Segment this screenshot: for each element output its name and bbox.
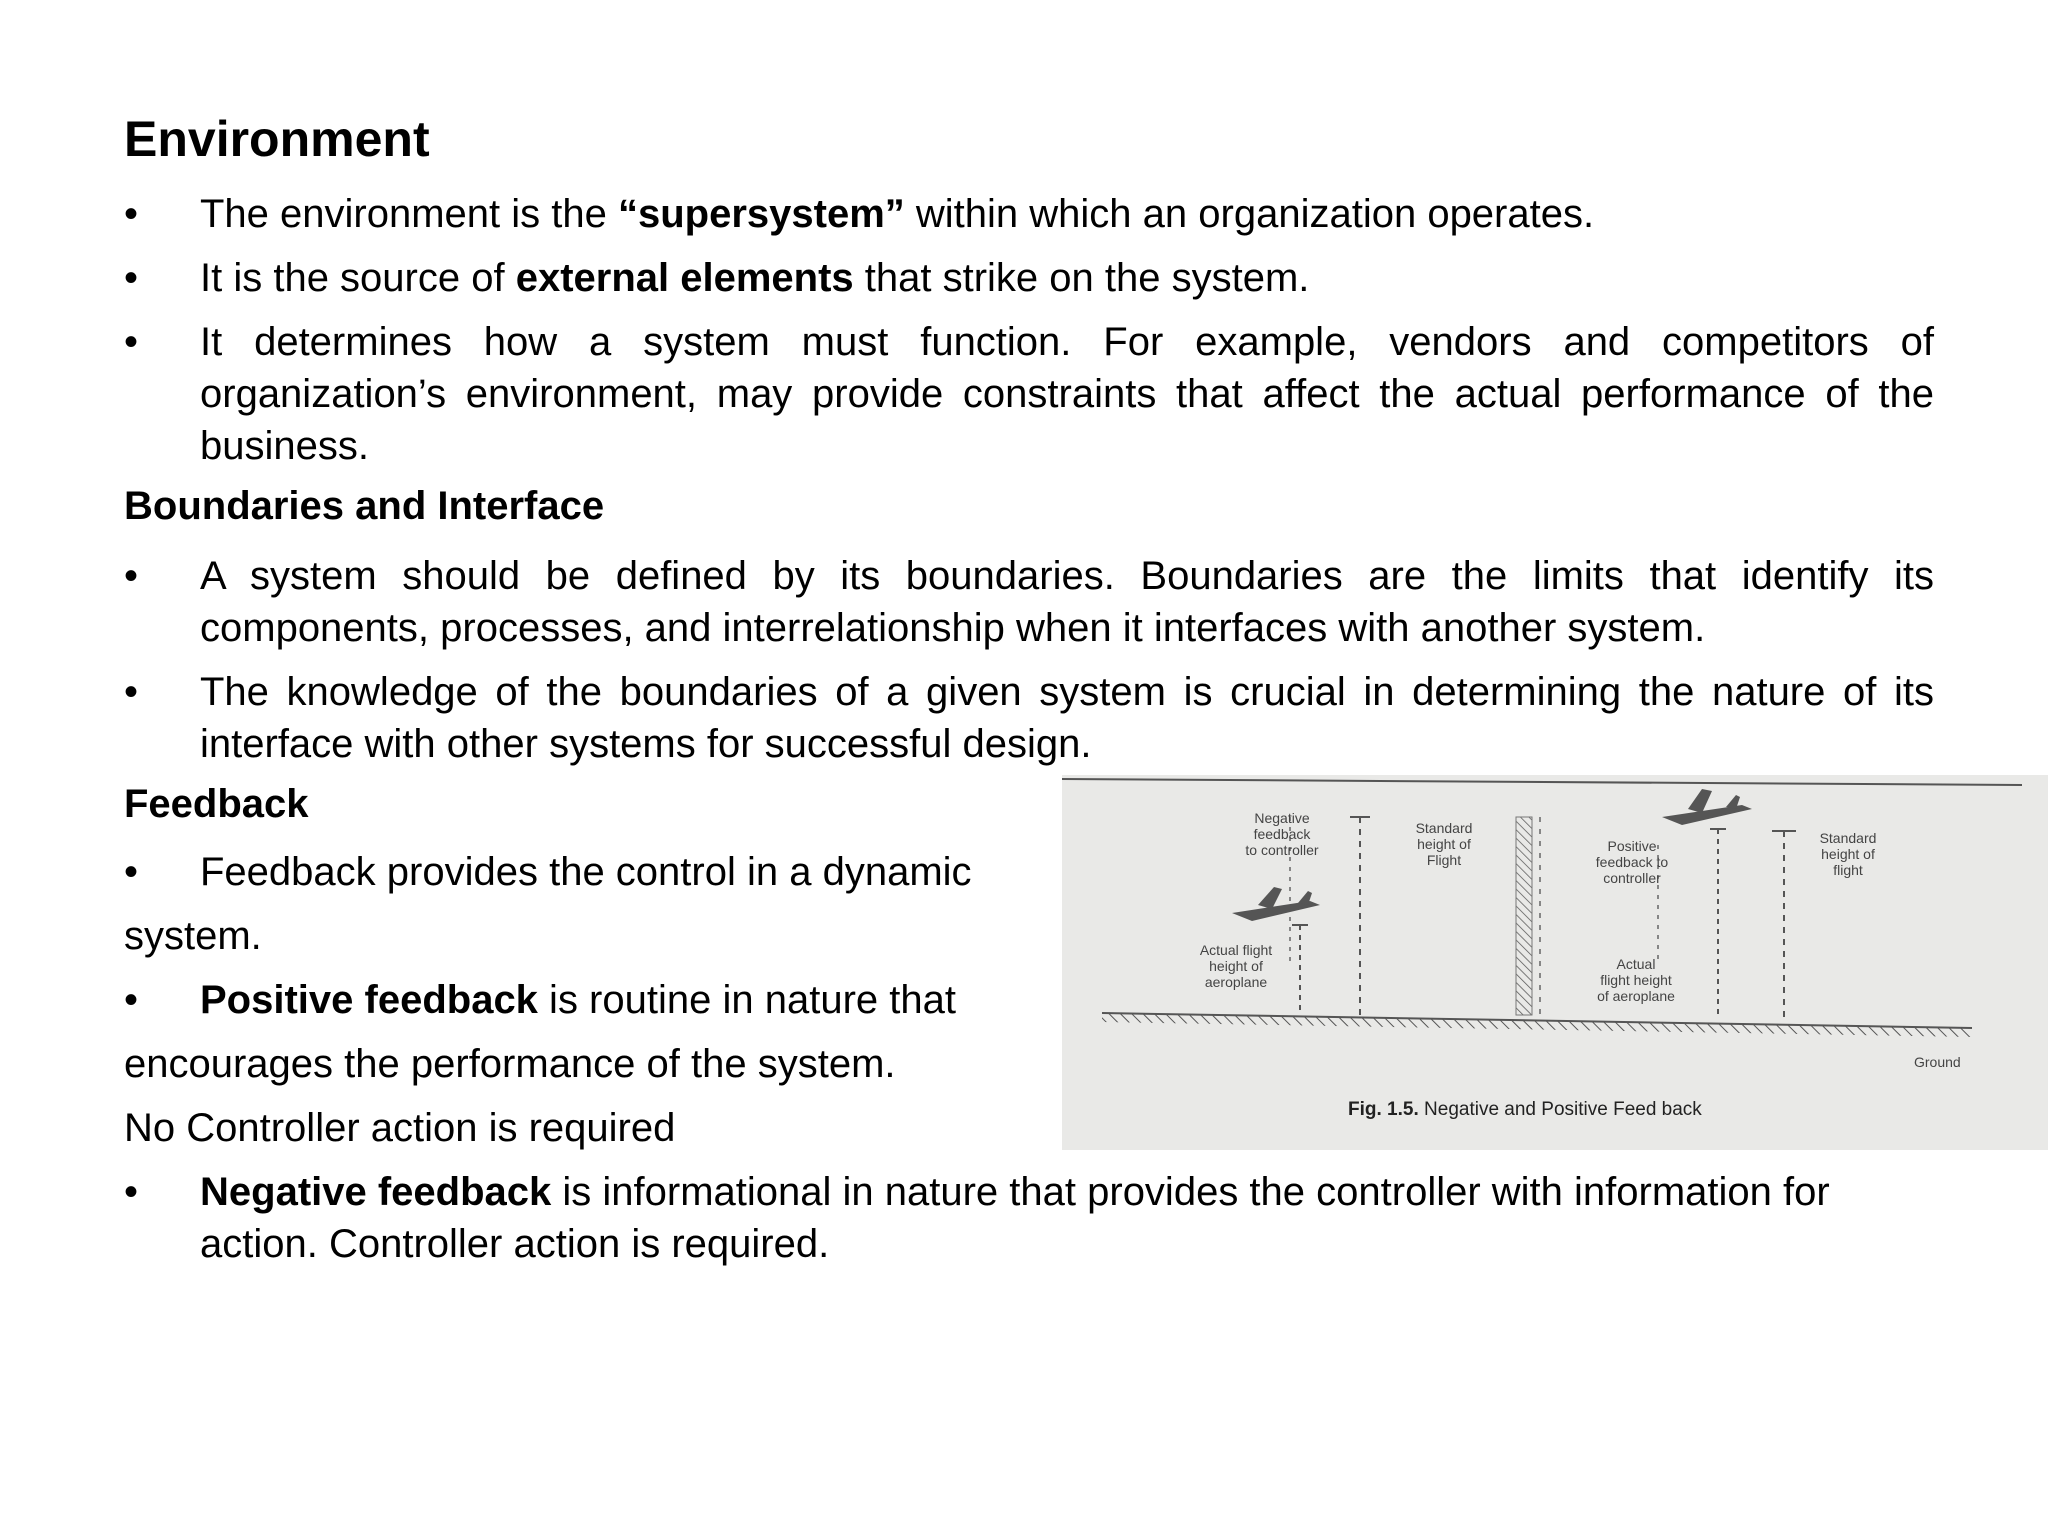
- aeroplane-high-icon: [1662, 789, 1752, 825]
- svg-text:height of: height of: [1209, 958, 1263, 974]
- boundaries-bullet-2: • The knowledge of the boundaries of a given system is crucial in determining the nature of its interface with other systems for successful design.: [124, 666, 1934, 770]
- svg-text:flight: flight: [1833, 862, 1863, 878]
- feedback-diagram: [1062, 775, 2048, 1150]
- svg-text:feedback to: feedback to: [1595, 854, 1669, 870]
- svg-text:height of: height of: [1417, 836, 1471, 852]
- svg-text:Actual: Actual: [1616, 956, 1656, 972]
- environment-bullet-2: • It is the source of external elements that strike on the system.: [124, 252, 1934, 304]
- negative-feedback-bullet: • Negative feedback is informational in nature that provides the controller with information for action. Controller action is required.: [124, 1166, 1934, 1270]
- feedback-heading: Feedback: [124, 782, 309, 826]
- svg-text:feedback: feedback: [1253, 826, 1311, 842]
- label-negative-feedback: [1245, 810, 1318, 858]
- boundaries-heading: Boundaries and Interface: [124, 484, 605, 528]
- label-actual-height-left: [1200, 942, 1272, 990]
- label-actual-height-right: [1597, 956, 1675, 1004]
- bullet-dot: •: [124, 850, 139, 894]
- figure-caption: Fig. 1.5. Negative and Positive Feed back: [1348, 1099, 1702, 1120]
- svg-text:height of: height of: [1821, 846, 1875, 862]
- svg-text:to controller: to controller: [1245, 842, 1319, 858]
- positive-feedback-cont: encourages the performance of the system.: [124, 1042, 896, 1086]
- environment-bullet-1: • The environment is the “supersystem” within which an organization operates.: [124, 188, 1934, 240]
- bullet-dot: •: [124, 978, 139, 1022]
- bullet-dot: •: [124, 554, 139, 598]
- ground-label: Ground: [1914, 1054, 1961, 1070]
- svg-text:aeroplane: aeroplane: [1204, 974, 1268, 990]
- svg-text:Negative: Negative: [1254, 810, 1310, 826]
- feedback-bullet-1-cont: system.: [124, 914, 262, 958]
- svg-text:Flight: Flight: [1426, 852, 1462, 868]
- bullet-dot: •: [124, 256, 139, 300]
- positive-feedback-note: No Controller action is required: [124, 1106, 676, 1150]
- environment-bullet-3: • It determines how a system must function. For example, vendors and competitors of organization’s environment, may provide constraints that affect the actual performance of the business.: [124, 316, 1934, 472]
- svg-text:Standard: Standard: [1819, 830, 1877, 846]
- svg-text:flight height: flight height: [1600, 972, 1672, 988]
- positive-feedback-bullet: • Positive feedback is routine in nature that: [124, 974, 1064, 1026]
- svg-text:Actual flight: Actual flight: [1199, 942, 1273, 958]
- label-standard-height-left: [1416, 820, 1473, 868]
- svg-text:Standard: Standard: [1415, 820, 1473, 836]
- bullet-dot: •: [124, 670, 139, 714]
- environment-heading: Environment: [124, 111, 430, 167]
- bullet-dot: •: [124, 320, 139, 364]
- boundaries-bullet-1: • A system should be defined by its boundaries. Boundaries are the limits that identify its components, processes, and interrelationship when it interfaces with another system.: [124, 550, 1934, 654]
- central-post: [1516, 817, 1532, 1015]
- feedback-figure: [1062, 775, 2048, 1150]
- figure-top-line: [1062, 779, 2022, 785]
- svg-text:controller: controller: [1603, 870, 1661, 886]
- bullet-dot: •: [124, 192, 139, 236]
- svg-text:Positive: Positive: [1607, 838, 1657, 854]
- aeroplane-low-icon: [1232, 887, 1320, 921]
- svg-text:of aeroplane: of aeroplane: [1597, 988, 1675, 1004]
- bullet-dot: •: [124, 1170, 139, 1214]
- label-standard-height-right: [1820, 830, 1877, 878]
- feedback-bullet-1: • Feedback provides the control in a dynamic: [124, 846, 1064, 898]
